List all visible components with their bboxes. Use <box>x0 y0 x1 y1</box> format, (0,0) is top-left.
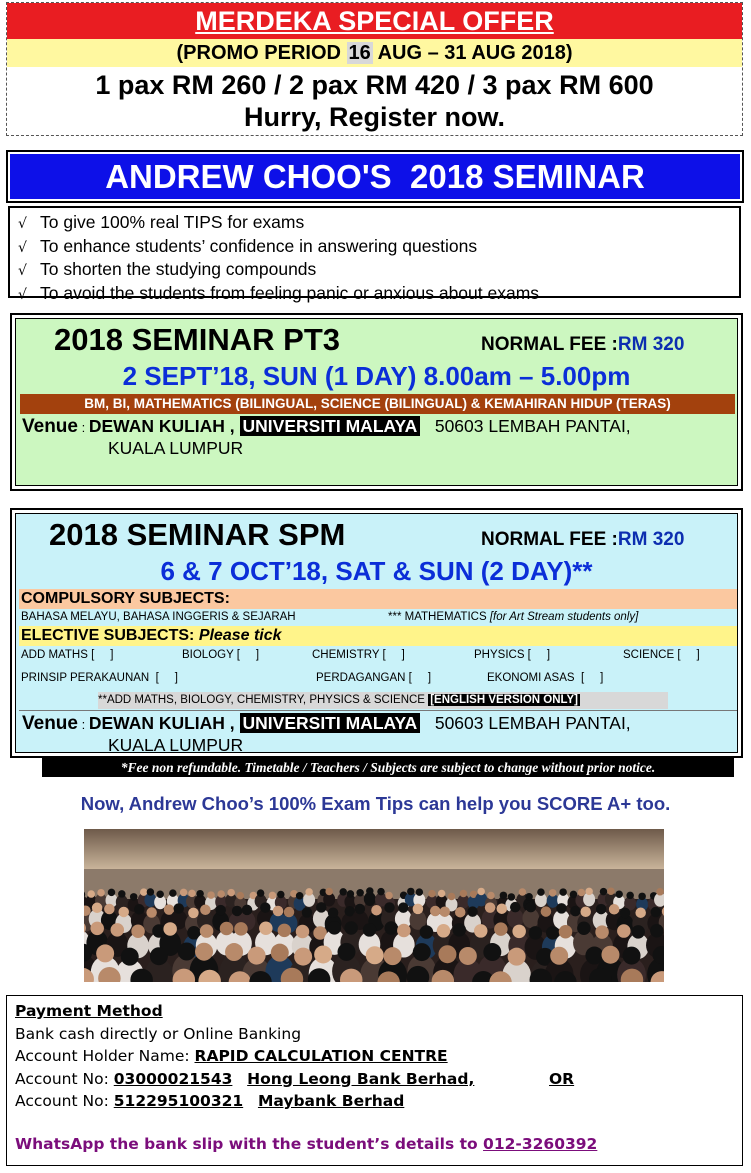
crowd-person-head <box>278 924 292 938</box>
crowd-person-head <box>284 907 295 918</box>
crowd-person-head <box>344 921 358 935</box>
crowd-photo-illustration <box>84 829 664 982</box>
crowd-person-head <box>225 943 243 961</box>
crowd-person-head <box>377 888 385 896</box>
benefits-list <box>8 206 741 303</box>
crowd-person-head <box>325 888 333 896</box>
crowd-person-head <box>196 890 204 898</box>
crowd-person-head <box>328 907 339 918</box>
crowd-person-head <box>200 924 214 938</box>
crowd-person-head <box>467 906 478 917</box>
elective-label: ELECTIVE SUBJECTS: <box>21 627 199 644</box>
crowd-person-head <box>163 922 177 936</box>
benefit-item <box>18 259 739 283</box>
crowd-person-head <box>546 926 560 940</box>
crowd-person-head <box>305 888 313 895</box>
crowd-person-head <box>277 891 285 899</box>
venue-postcode: 50603 LEMBAH PANTAI, <box>434 713 631 733</box>
crowd-person-head <box>440 906 451 917</box>
crowd-person-head <box>570 891 578 899</box>
benefit-item <box>18 236 739 260</box>
pt3-fee <box>481 333 684 357</box>
elective-checkbox-prinsip-perakaunan[interactable]: PRINSIP PERAKAUNAN [ ] <box>21 672 178 684</box>
divider <box>19 710 737 711</box>
crowd-person-head <box>207 891 215 899</box>
crowd-person-head <box>259 922 273 936</box>
venue-label: Venue <box>22 416 78 437</box>
english-version-note <box>98 692 668 709</box>
account-holder-label: Account Holder Name: <box>15 1047 195 1065</box>
crowd-person-head <box>118 890 126 898</box>
crowd-person-head <box>607 887 615 895</box>
crowd-person-head <box>448 893 456 901</box>
elective-checkbox-science[interactable]: SCIENCE [ ] <box>623 649 700 661</box>
crowd-person-head <box>169 889 177 897</box>
account-holder-name: RAPID CALCULATION CENTRE <box>194 1047 448 1065</box>
math-note-italic: [for Art Stream students only] <box>489 611 639 623</box>
crowd-person-head <box>508 893 516 901</box>
elective-checkbox-ekonomi-asas[interactable]: EKONOMI ASAS [ ] <box>487 672 604 684</box>
check-icon: √ <box>18 286 27 303</box>
crowd-person-head <box>452 923 466 937</box>
whatsapp-text: WhatsApp the bank slip with the student’s details to <box>15 1134 484 1153</box>
crowd-person-head <box>366 887 374 895</box>
crowd-person-head <box>173 903 184 914</box>
compulsory-subjects <box>21 609 737 626</box>
spm-date: 6 & 7 OCT’18, SAT & SUN (2 DAY)** <box>160 556 593 586</box>
crowd-person-head <box>559 888 567 896</box>
crowd-person-head <box>601 946 619 964</box>
crowd-person-head <box>596 904 607 915</box>
crowd-person-head <box>242 905 253 916</box>
crowd-person-head <box>294 948 312 966</box>
crowd-person-head <box>156 891 164 899</box>
account-number-2: 512295100321 <box>113 1092 244 1110</box>
crowd-person-head <box>477 888 485 896</box>
elective-checkbox-perdagangan[interactable]: PERDAGANGAN [ ] <box>316 672 432 684</box>
crowd-person-head <box>385 892 393 900</box>
crowd-person-head <box>497 903 508 914</box>
crowd-person-head <box>526 902 537 913</box>
crowd-person-head <box>384 921 398 935</box>
crowd-person-head <box>237 892 245 900</box>
crowd-person-head <box>269 892 277 900</box>
crowd-person-head <box>600 888 608 896</box>
crowd-person-head <box>398 902 409 913</box>
crowd-person-head <box>108 889 116 897</box>
pt3-title: 2018 SEMINAR PT3 <box>54 322 340 357</box>
crowd-person-head <box>118 907 129 918</box>
crowd-person-head <box>541 906 552 917</box>
promo-call-to-action[interactable]: Hurry, Register now. <box>243 102 506 132</box>
pt3-subjects: BM, BI, MATHEMATICS (BILINGUAL, SCIENCE (BILINGUAL) & KEMAHIRAN HIDUP (TERAS) <box>20 394 735 414</box>
english-note-text: **ADD MATHS, BIOLOGY, CHEMISTRY, PHYSICS & SCIENCE <box>98 694 429 706</box>
venue-colon: : <box>77 717 89 732</box>
crowd-person-head <box>500 892 508 900</box>
pt3-seminar-panel <box>10 313 743 491</box>
crowd-person-head <box>459 947 477 965</box>
crowd-person-head <box>314 945 332 963</box>
crowd-person-head <box>413 904 424 915</box>
crowd-person-head <box>428 890 436 898</box>
crowd-person-head <box>180 889 188 897</box>
crowd-person-head <box>635 907 646 918</box>
crowd-person-head <box>556 903 567 914</box>
crowd-person-head <box>90 922 104 936</box>
account-holder <box>15 1045 734 1068</box>
payment-box <box>6 995 743 1166</box>
crowd-person-head <box>559 925 573 939</box>
crowd-person-head <box>150 947 168 965</box>
crowd-person-head <box>570 906 581 917</box>
bank-name-1: Hong Leong Bank Berhad, <box>247 1069 475 1088</box>
benefit-text: To give 100% real TIPS for exams <box>40 212 305 232</box>
crowd-person-head <box>651 907 662 918</box>
crowd-person-head <box>407 888 415 896</box>
crowd-person-head <box>623 947 641 965</box>
crowd-person-head <box>525 893 533 901</box>
whatsapp-instruction <box>15 1133 734 1156</box>
crowd-person-head <box>384 902 395 913</box>
spm-venue <box>22 712 631 736</box>
promo-period-day: 16 <box>348 42 371 64</box>
compulsory-subjects-list: BAHASA MELAYU, BAHASA INGGERIS & SEJARAH <box>21 611 296 623</box>
venue-university: UNIVERSITI MALAYA <box>240 713 421 733</box>
pt3-venue <box>22 415 631 439</box>
venue-hall: DEWAN KULIAH , <box>88 416 235 436</box>
crowd-person-head <box>227 889 235 897</box>
crowd-person-head <box>347 890 355 898</box>
elective-checkbox-biology[interactable]: BIOLOGY [ ] <box>182 649 260 661</box>
or-separator: OR <box>549 1069 575 1088</box>
check-icon: √ <box>18 239 27 256</box>
crowd-person-head <box>595 925 609 939</box>
elective-checkbox-physics[interactable]: PHYSICS [ ] <box>474 649 551 661</box>
crowd-person-head <box>131 924 145 938</box>
promo-period-prefix: (PROMO PERIOD <box>176 42 347 64</box>
spm-panel-body <box>15 513 738 753</box>
crowd-person-head <box>620 908 631 919</box>
crowd-person-head <box>483 943 501 961</box>
venue-university: UNIVERSITI MALAYA <box>240 416 421 436</box>
crowd-person-head <box>508 948 526 966</box>
crowd-person-head <box>438 945 456 963</box>
crowd-person-head <box>92 903 103 914</box>
account-row-1 <box>15 1068 734 1091</box>
crowd-person-head <box>273 906 284 917</box>
crowd-person-head <box>631 925 645 939</box>
crowd-person-head <box>494 922 508 936</box>
crowd-person-head <box>134 904 145 915</box>
crowd-person-head <box>296 925 310 939</box>
crowd-person-head <box>438 890 446 898</box>
crowd-person-head <box>430 906 441 917</box>
crowd-person-head <box>220 922 234 936</box>
crowd-person-head <box>617 924 631 938</box>
crowd-person-head <box>366 946 384 964</box>
account-number-1: 03000021543 <box>113 1069 233 1088</box>
check-icon: √ <box>18 263 27 279</box>
crowd-person-head <box>455 907 466 918</box>
elective-hint: Please tick <box>198 627 282 644</box>
promo-prices: 1 pax RM 260 / 2 pax RM 420 / 3 pax RM 600 <box>95 70 654 100</box>
spm-fee-label: NORMAL FEE : <box>481 529 618 550</box>
crowd-person-head <box>577 922 591 936</box>
venue-postcode: 50603 LEMBAH PANTAI, <box>434 416 631 436</box>
pt3-fee-amount: RM 320 <box>617 334 685 355</box>
crowd-person-head <box>474 924 488 938</box>
crowd-person-head <box>371 905 382 916</box>
crowd-person-head <box>296 892 304 900</box>
tagline: Now, Andrew Choo’s 100% Exam Tips can help you SCORE A+ too. <box>80 793 671 814</box>
whatsapp-number-link[interactable]: 012-3260392 <box>483 1134 598 1153</box>
payment-method-text: Bank cash directly or Online Banking <box>15 1024 302 1043</box>
crowd-person-head <box>485 902 496 913</box>
crowd-person-head <box>626 892 634 900</box>
payment-heading: Payment Method <box>15 1002 163 1020</box>
crowd-person-head <box>121 948 139 966</box>
seminar-banner-title: ANDREW CHOO'S 2018 SEMINAR <box>10 154 740 199</box>
crowd-person-head <box>178 942 196 960</box>
pt3-venue-city: KUALA LUMPUR <box>108 438 244 458</box>
elective-subjects-heading <box>19 626 737 646</box>
crowd-person-head <box>140 888 148 896</box>
promo-period-suffix: AUG – 31 AUG 2018) <box>372 42 573 64</box>
crowd-person-head <box>328 921 342 935</box>
venue-hall: DEWAN KULIAH , <box>88 713 235 733</box>
elective-checkbox-chemistry[interactable]: CHEMISTRY [ ] <box>312 649 405 661</box>
crowd-person-head <box>339 888 347 896</box>
crowd-person-head <box>437 924 451 938</box>
account-label: Account No: <box>15 1069 114 1088</box>
benefit-text: To enhance students’ confidence in answering questions <box>40 235 478 256</box>
crowd-person-head <box>550 947 568 965</box>
spm-venue-city: KUALA LUMPUR <box>108 735 244 755</box>
crowd-person-head <box>580 906 591 917</box>
promo-box <box>6 2 743 136</box>
seminar-banner <box>6 150 744 203</box>
crowd-person-head <box>355 904 366 915</box>
spm-title: 2018 SEMINAR SPM <box>49 517 346 552</box>
benefit-item <box>18 212 739 236</box>
crowd-person-head <box>215 905 226 916</box>
crowd-person-head <box>413 943 431 961</box>
spm-seminar-panel <box>10 508 743 758</box>
crowd-person-head <box>97 889 105 897</box>
venue-label: Venue <box>22 713 78 734</box>
crowd-person-head <box>96 944 114 962</box>
account-label: Account No: <box>15 1092 114 1110</box>
check-icon: √ <box>18 216 27 232</box>
crowd-person-head <box>316 902 327 913</box>
crowd-person-head <box>512 925 526 939</box>
crowd-person-head <box>537 888 545 896</box>
crowd-person-head <box>200 905 211 916</box>
crowd-person-head <box>188 890 196 898</box>
crowd-person-head <box>356 889 364 897</box>
pt3-fee-label: NORMAL FEE : <box>481 334 618 355</box>
crowd-person-head <box>302 907 313 918</box>
crowd-person-head <box>510 902 521 913</box>
crowd-person-head <box>248 947 266 965</box>
promo-period <box>7 39 742 67</box>
crowd-person-head <box>585 888 593 896</box>
benefit-text: To avoid the students from feeling panic or anxious about exams <box>40 282 540 303</box>
english-only-badge: [ENGLISH VERSION ONLY] <box>430 694 579 706</box>
crowd-person-head <box>147 888 155 896</box>
crowd-person-head <box>363 923 377 937</box>
venue-colon: : <box>77 420 89 435</box>
crowd-person-head <box>650 924 664 938</box>
crowd-person-head <box>549 889 557 897</box>
crowd-person-head <box>146 907 157 918</box>
crowd-person-head <box>487 892 495 900</box>
crowd-person-head <box>257 889 265 897</box>
crowd-person-head <box>529 926 543 940</box>
crowd-person-head <box>87 890 95 898</box>
crowd-person-head <box>416 888 424 896</box>
crowd-person-head <box>615 890 623 898</box>
crowd-person-head <box>578 889 586 897</box>
crowd-person-head <box>188 908 199 919</box>
spm-fee-amount: RM 320 <box>617 529 685 550</box>
crowd-person-head <box>195 943 213 961</box>
crowd-person-head <box>104 904 115 915</box>
crowd-person-head <box>397 924 411 938</box>
crowd-person-head <box>260 902 271 913</box>
spm-fee <box>481 528 684 552</box>
math-note-prefix: *** MATHEMATICS <box>388 611 490 623</box>
crowd-person-head <box>271 944 289 962</box>
bank-name-2: Maybank Berhad <box>257 1092 405 1110</box>
compulsory-subjects-heading: COMPULSORY SUBJECTS: <box>19 589 737 609</box>
promo-title: MERDEKA SPECIAL OFFER <box>7 3 742 39</box>
pt3-panel-body <box>15 318 738 486</box>
crowd-person-head <box>638 893 646 901</box>
crowd-person-head <box>460 890 468 898</box>
benefit-text: To shorten the studying compounds <box>40 259 317 279</box>
crowd-person-head <box>420 925 434 939</box>
pt3-date: 2 SEPT’18, SUN (1 DAY) 8.00am – 5.00pm <box>122 361 631 391</box>
crowd-person-head <box>384 947 402 965</box>
crowd-person-head <box>519 888 527 896</box>
elective-checkbox-add-maths[interactable]: ADD MATHS [ ] <box>21 649 114 661</box>
seminar-crowd-photo <box>84 829 664 982</box>
crowd-person-head <box>656 888 664 896</box>
crowd-person-head <box>130 893 138 901</box>
crowd-person-head <box>217 890 225 898</box>
account-row-2 <box>15 1090 734 1113</box>
crowd-person-head <box>338 943 356 961</box>
crowd-person-head <box>609 904 620 915</box>
fee-disclaimer: *Fee non refundable. Timetable / Teachers / Subjects are subject to change without prior notice. <box>42 758 734 777</box>
benefit-item <box>18 283 739 307</box>
crowd-person-head <box>111 923 125 937</box>
crowd-person-head <box>234 922 248 936</box>
math-note <box>388 609 638 626</box>
